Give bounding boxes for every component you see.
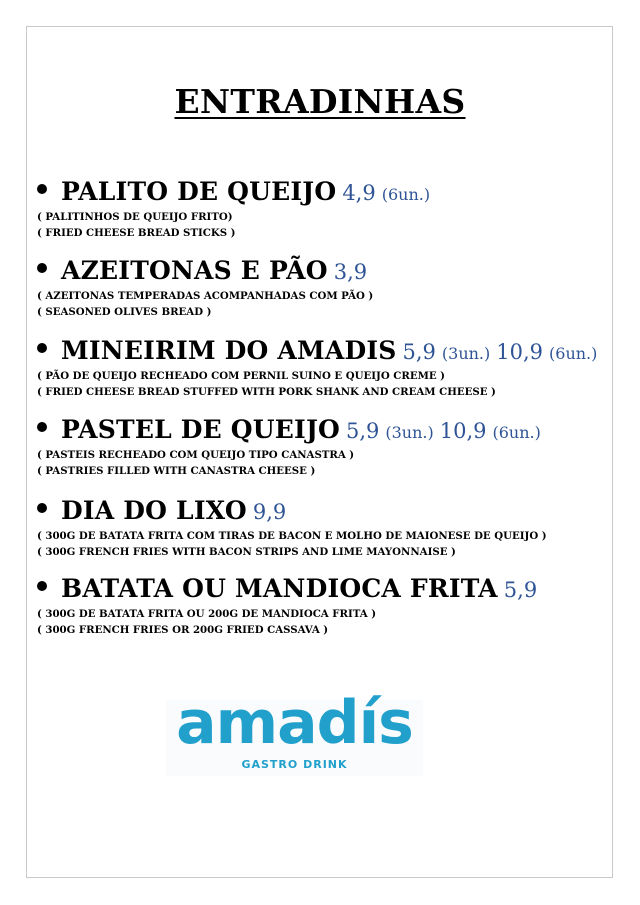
item-description-en: ( SEASONED OLIVES BREAD ) — [37, 306, 212, 318]
item-description-pt: ( PALITINHOS DE QUEIJO FRITO) — [37, 211, 233, 223]
bullet-icon — [37, 184, 47, 194]
item-name: MINEIRIM DO AMADIS — [61, 336, 397, 365]
item-description-pt: ( PÃO DE QUEIJO RECHEADO COM PERNIL SUINO E QUEIJO CREME ) — [37, 370, 445, 382]
item-description-en: ( 300G FRENCH FRIES WITH BACON STRIPS AND LIME MAYONNAISE ) — [37, 546, 456, 558]
item-price: 5,9 — [345, 419, 380, 443]
item-quantity: (3un.) — [385, 423, 434, 442]
logo-tagline: GASTRO DRINK — [241, 758, 348, 771]
item-description-pt: ( AZEITONAS TEMPERADAS ACOMPANHADAS COM PÃO ) — [37, 290, 374, 302]
item-name: PASTEL DE QUEIJO — [61, 415, 340, 444]
bullet-icon — [37, 422, 47, 432]
item-description-pt: ( 300G DE BATATA FRITA OU 200G DE MANDIOCA FRITA ) — [37, 608, 377, 620]
amadis-logo — [166, 688, 423, 776]
menu-item — [37, 415, 617, 479]
item-price: 5,9 — [503, 578, 538, 602]
item-price: 4,9 — [342, 181, 376, 205]
logo-wordmark: amadís — [176, 688, 413, 758]
bullet-icon — [37, 343, 47, 353]
item-name: DIA DO LIXO — [61, 496, 247, 525]
item-name: BATATA OU MANDIOCA FRITA — [61, 574, 498, 603]
item-price-large: 10,9 — [439, 419, 487, 443]
item-description-en: ( FRIED CHEESE BREAD STUFFED WITH PORK SHANK AND CREAM CHEESE ) — [37, 386, 496, 398]
menu-item — [37, 336, 617, 400]
item-price: 9,9 — [252, 500, 287, 524]
item-description-en: ( 300G FRENCH FRIES OR 200G FRIED CASSAVA ) — [37, 624, 329, 636]
bullet-icon — [37, 581, 47, 591]
item-quantity-large: (6un.) — [549, 344, 598, 363]
page-title: ENTRADINHAS — [174, 82, 466, 121]
item-description-pt: ( 300G DE BATATA FRITA COM TIRAS DE BACON E MOLHO DE MAIONESE DE QUEIJO ) — [37, 530, 547, 542]
item-name: AZEITONAS E PÃO — [61, 256, 328, 285]
item-price: 3,9 — [333, 260, 368, 284]
bullet-icon — [37, 263, 47, 273]
bullet-icon — [37, 503, 47, 513]
menu-item — [37, 574, 617, 638]
item-price: 5,9 — [402, 340, 436, 364]
item-price-large: 10,9 — [496, 340, 544, 364]
item-description-en: ( PASTRIES FILLED WITH CANASTRA CHEESE ) — [37, 465, 316, 477]
menu-item — [37, 256, 617, 320]
item-name: PALITO DE QUEIJO — [61, 177, 337, 206]
item-quantity-large: (6un.) — [492, 423, 541, 442]
item-description-pt: ( PASTEIS RECHEADO COM QUEIJO TIPO CANASTRA ) — [37, 449, 355, 461]
item-quantity: (3un.) — [441, 344, 491, 363]
menu-item — [37, 177, 617, 241]
item-quantity: (6un.) — [381, 185, 431, 204]
menu-item — [37, 496, 617, 560]
item-description-en: ( FRIED CHEESE BREAD STICKS ) — [37, 227, 236, 239]
